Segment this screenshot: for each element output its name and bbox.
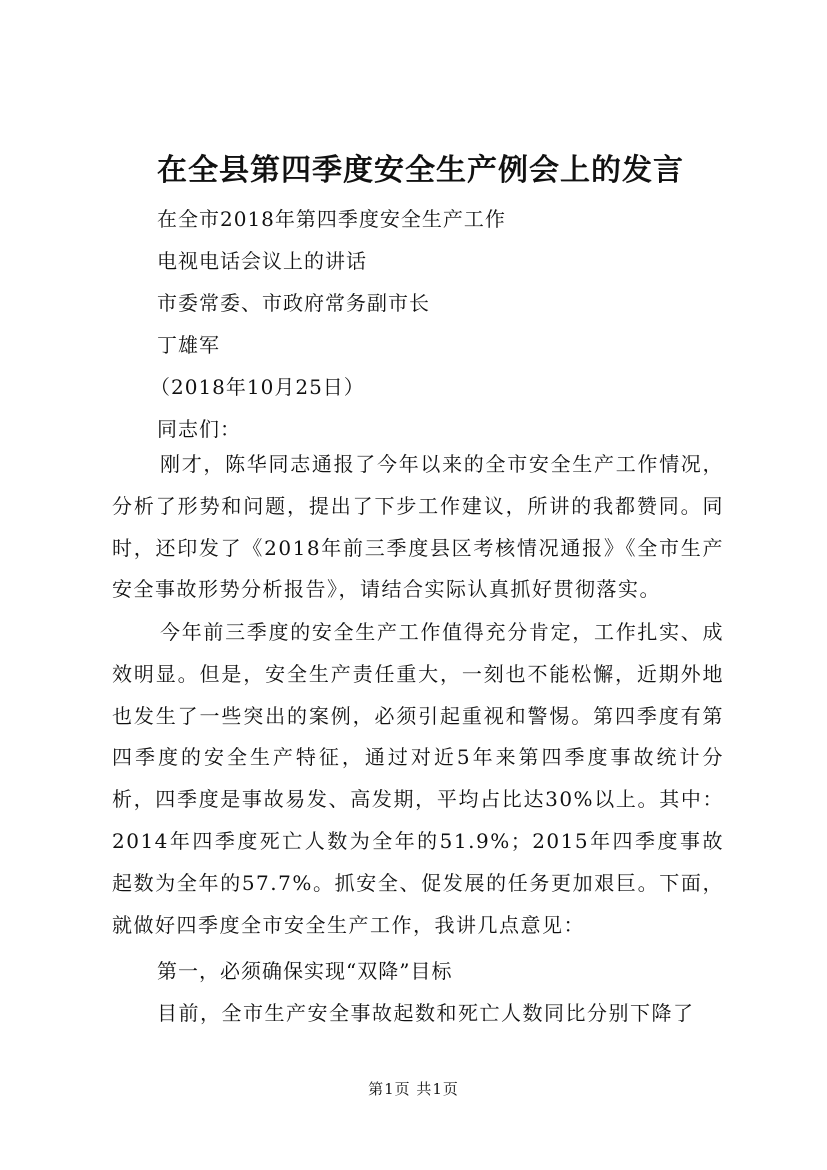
subtitle-line-1: 在全市2018年第四季度安全生产工作 — [157, 207, 506, 231]
speaker-name: 丁雄军 — [157, 333, 220, 357]
section-heading: 第一，必须确保实现“双降”目标 — [157, 959, 453, 983]
subtitle-line-2: 电视电话会议上的讲话 — [157, 249, 367, 273]
speech-date: （2018年10月25日） — [150, 375, 365, 399]
salutation: 同志们： — [157, 417, 241, 441]
body-last-line: 目前，全市生产安全事故起数和死亡人数同比分别下降了 — [157, 1001, 695, 1025]
page-footer: 第1页 共1页 — [368, 1080, 459, 1098]
speaker-position: 市委常委、市政府常务副市长 — [157, 291, 430, 315]
document-title: 在全县第四季度安全生产例会上的发言 — [157, 153, 684, 188]
body-paragraph-2: 今年前三季度的安全生产工作值得充分肯定，工作扎实、成效明显。但是，安全生产责任重大，一刻也不能松懈，近期外地也发生了一些突出的案例，必须引起重视和警惕。第四季度有第四季度的安全生产特征，通过对近5年来第四季度事故统计分析，四季度是事故易发、高发期，平均占比达30%以上。其中：2014年四季度死亡人数为全年的51.9%；2015年四季度事故起数为全年的57.7%。抓安全、促发展的任务更加艰巨。下面，就做好四季度全市安全生产工作，我讲几点意见： — [112, 620, 724, 937]
body-paragraph-1: 刚才，陈华同志通报了今年以来的全市安全生产工作情况，分析了形势和问题，提出了下步工作建议，所讲的我都赞同。同时，还印发了《2018年前三季度县区考核情况通报》《全市生产安全事故形势分析报告》，请结合实际认真抓好贯彻落实。 — [112, 452, 724, 602]
